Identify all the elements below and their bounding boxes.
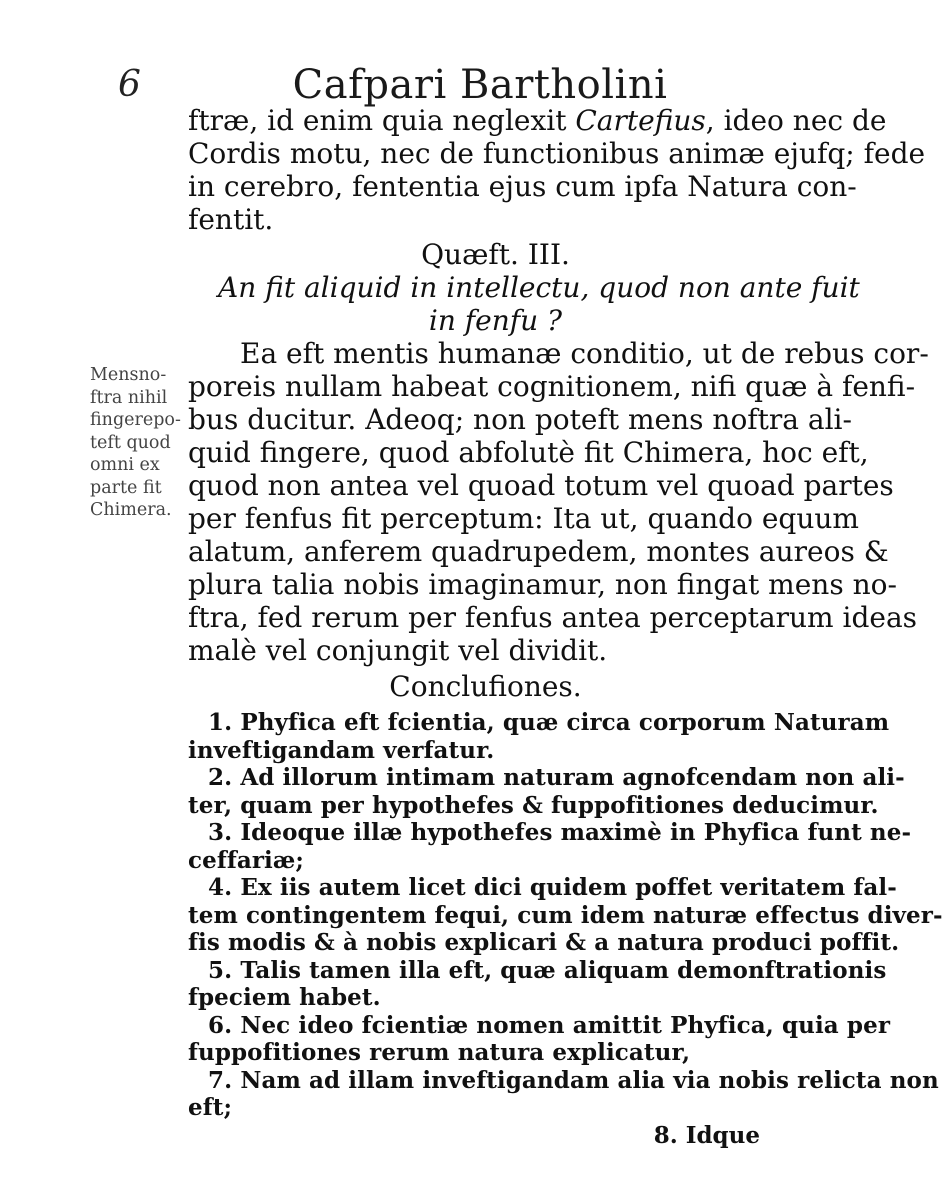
text-line: ftra, fed rerum per fenfus antea perceptarum ideas (188, 601, 918, 634)
marginal-note-line: teft quod (90, 432, 171, 453)
conclusiones-list (188, 709, 943, 1122)
text-line: malè vel conjungit vel dividit. (188, 634, 608, 667)
marginal-note-line: Mensno- (90, 365, 167, 385)
conclusion-item-start: 3. Ideoque illæ hypothefes maximè in Phyfica funt ne- (208, 819, 912, 846)
text-line: Ea eft mentis humanæ conditio, ut de rebus cor- (240, 337, 929, 370)
text-line: in cerebro, fententia ejus cum ipfa Natura con- (188, 170, 857, 203)
conclusion-item-continuation: ter, quam per hypothefes & fuppofitiones deducimur. (188, 791, 879, 819)
text-line: alatum, anferem quadrupedem, montes aureos & (188, 535, 889, 568)
answer-paragraph (188, 337, 929, 667)
question-heading: Quæft. III. (421, 238, 570, 271)
conclusion-item-start: 2. Ad illorum intimam naturam agnofcendam non ali- (208, 764, 905, 791)
question-title-line: An fit aliquid in intellectu, quod non ante fuit (218, 271, 860, 304)
text-line: plura talia nobis imaginamur, non fingat mens no- (188, 568, 897, 601)
text-line: bus ducitur. Adeoq; non poteft mens noftra ali- (188, 403, 852, 436)
catchword: 8. Idque (653, 1122, 760, 1149)
text-line: Cordis motu, nec de functionibus animæ ejufq; fede (188, 137, 926, 170)
conclusion-item-start: 1. Phyfica eft fcientia, quæ circa corporum Naturam (208, 709, 890, 736)
text-line: quid fingere, quod abfolutè fit Chimera, hoc eft, (188, 436, 869, 469)
marginal-note-line: Chimera. (90, 500, 172, 520)
text-line: quod non antea vel quoad totum vel quoad partes (188, 469, 894, 502)
marginal-note-line: parte fit (90, 477, 162, 498)
marginal-note-line: fingerepo- (90, 410, 181, 430)
conclusion-item-start: 7. Nam ad illam inveftigandam alia via nobis relicta non (208, 1066, 939, 1094)
conclusion-item-start: 6. Nec ideo fcientiæ nomen amittit Phyfica, quia per (208, 1011, 891, 1039)
conclusion-item-start: 5. Talis tamen illa eft, quæ aliquam demonftrationis (208, 956, 887, 984)
conclusion-item-continuation: tem contingentem fequi, cum idem naturæ effectus diver- (188, 901, 943, 929)
marginal-note-line: ftra nihil (90, 387, 168, 408)
conclusiones-heading-block (188, 670, 773, 703)
text-line: ftræ, id enim quia neglexit Cartefius, ideo nec de (188, 104, 887, 137)
question-title-line: in fenfu ? (428, 304, 563, 337)
text-line: per fenfus fit perceptum: Ita ut, quando equum (188, 502, 859, 535)
conclusion-item-continuation: fpeciem habet. (188, 984, 381, 1011)
text-line: poreis nullam habeat cognitionem, nifi quæ à fenfi- (188, 370, 916, 403)
text-line: fentit. (188, 203, 274, 236)
page-number: 6 (118, 64, 141, 105)
question-block (188, 238, 860, 337)
conclusion-item-continuation: fuppofitiones rerum natura explicatur, (188, 1039, 691, 1066)
conclusiones-heading: Conclufiones. (389, 670, 582, 703)
paragraph-continuation (188, 104, 926, 236)
conclusion-item-continuation: ceffariæ; (188, 846, 305, 874)
conclusion-item-continuation: fis modis & à nobis explicari & a natura produci poffit. (188, 929, 900, 956)
marginal-note-line: omni ex (90, 455, 160, 475)
running-head: Cafpari Bartholini (292, 62, 668, 108)
conclusion-item-continuation: inveftigandam verfatur. (188, 736, 495, 764)
conclusion-item-continuation: eft; (188, 1094, 233, 1121)
conclusion-item-start: 4. Ex iis autem licet dici quidem poffet veritatem fal- (208, 874, 897, 901)
